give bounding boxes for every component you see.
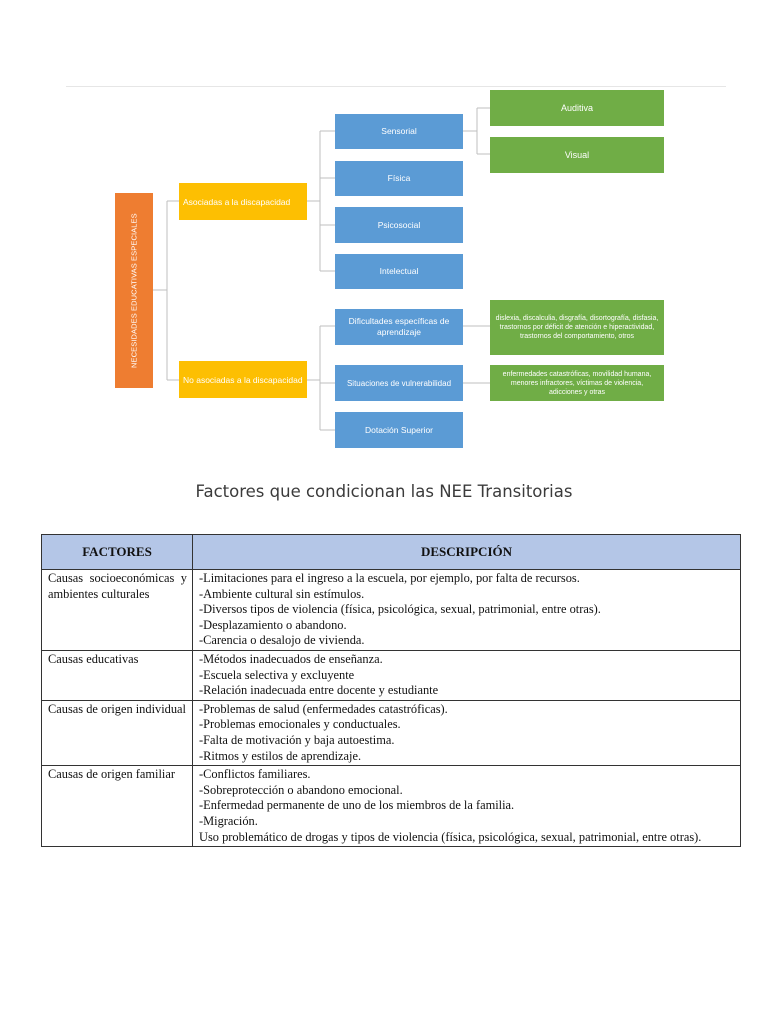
description-line: -Migración.	[199, 813, 258, 828]
table-header-row	[42, 535, 741, 570]
description-line: -Desplazamiento o abandono.	[199, 617, 347, 632]
description-line: -Métodos inadecuados de enseñanza.	[199, 651, 383, 666]
node-detail-text: dislexia, discalculia, disgrafía, disortografía, disfasia, trastornos por déficit de atención e hiperactividad, trastornos del comportamiento, otros	[495, 315, 659, 340]
table-row	[42, 766, 741, 847]
description-cell	[193, 766, 741, 847]
description-line: -Escuela selectiva y excluyente	[199, 667, 355, 682]
description-cell	[193, 650, 741, 700]
node-label: Dotación Superior	[364, 424, 434, 435]
description-cell	[193, 570, 741, 651]
description-line: -Limitaciones para el ingreso a la escuela, por ejemplo, por falta de recursos.	[199, 571, 580, 585]
description-line: -Relación inadecuada entre docente y estudiante	[199, 683, 439, 698]
table-row	[42, 570, 741, 651]
node-label: Intelectual	[379, 266, 419, 276]
node-label: Situaciones de vulnerabilidad	[346, 378, 452, 388]
table-row	[42, 700, 741, 765]
node-dificultades	[335, 309, 463, 345]
section-title: Factores que condicionan las NEE Transitorias	[195, 482, 573, 501]
node-detail-text: enfermedades catastróficas, movilidad humana, menores infractores, víctimas de violencia, adicciones y otras	[502, 370, 652, 396]
node-label: Física	[387, 173, 411, 183]
branch-not-associated	[179, 361, 307, 398]
node-fisica	[335, 161, 463, 196]
diagram-root-label: NECESIDADES EDUCATIVAS ESPECIALES	[129, 213, 139, 368]
branch-associated	[179, 183, 307, 220]
node-label: Dificultades específicas de aprendizaje	[348, 316, 450, 337]
branch-not-associated-label: No asociadas a la discapacidad	[183, 374, 303, 385]
node-label: Visual	[564, 149, 590, 160]
node-label: Psicosocial	[377, 219, 421, 230]
description-line: -Sobreprotección o abandono emocional.	[199, 782, 403, 797]
branch-associated-label: Asociadas a la discapacidad	[183, 196, 291, 207]
node-intelectual	[335, 254, 463, 289]
description-line: -Problemas de salud (enfermedades catastróficas).	[199, 701, 448, 716]
factor-cell: Causas de origen familiar	[42, 766, 193, 847]
factor-cell: Causas socioeconómicas y ambientes culturales	[42, 570, 193, 651]
node-auditiva	[490, 90, 664, 126]
factors-table	[41, 534, 741, 847]
node-label: Auditiva	[560, 102, 594, 113]
node-dificultades-detail	[490, 300, 664, 355]
node-sensorial	[335, 114, 463, 149]
header-descripcion: DESCRIPCIÓN	[193, 535, 741, 570]
node-psicosocial	[335, 207, 463, 243]
factor-cell: Causas de origen individual	[42, 700, 193, 765]
diagram-root	[115, 193, 153, 388]
node-vulnerabilidad	[335, 365, 463, 401]
description-line: Uso problemático de drogas y tipos de violencia (física, psicológica, sexual, patrimonial, entre otras).	[199, 829, 702, 844]
description-line: -Problemas emocionales y conductuales.	[199, 717, 401, 732]
factor-cell: Causas educativas	[42, 650, 193, 700]
table-row	[42, 650, 741, 700]
node-vulnerabilidad-detail	[490, 365, 664, 401]
description-line: -Ritmos y estilos de aprendizaje.	[199, 748, 362, 763]
description-cell	[193, 700, 741, 765]
description-line: -Diversos tipos de violencia (física, psicológica, sexual, patrimonial, entre otras).	[199, 602, 601, 617]
description-line: -Conflictos familiares.	[199, 767, 311, 782]
description-line: -Carencia o desalojo de vivienda.	[199, 633, 365, 648]
description-line: -Ambiente cultural sin estímulos.	[199, 586, 365, 601]
node-visual	[490, 137, 664, 173]
node-dotacion	[335, 412, 463, 448]
node-label: Sensorial	[381, 126, 417, 136]
header-factores: FACTORES	[42, 535, 193, 570]
description-line: -Enfermedad permanente de uno de los miembros de la familia.	[199, 798, 515, 813]
description-line: -Falta de motivación y baja autoestima.	[199, 732, 395, 747]
